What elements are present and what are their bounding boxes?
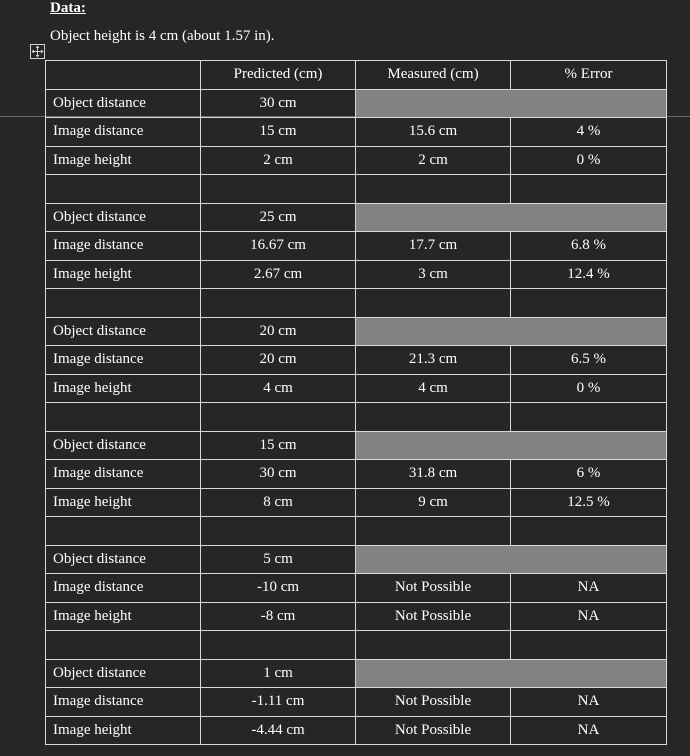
shaded-cell [356, 317, 667, 346]
measured-value: 17.7 cm [356, 232, 511, 261]
table-spacer-row [46, 403, 667, 432]
predicted-value: -8 cm [201, 602, 356, 631]
empty-cell [46, 517, 201, 546]
table-spacer-row [46, 289, 667, 318]
row-label: Image distance [46, 688, 201, 717]
empty-cell [46, 175, 201, 204]
intro-text: Object height is 4 cm (about 1.57 in). [50, 28, 275, 44]
table-row [46, 460, 667, 489]
row-label: Image distance [46, 232, 201, 261]
empty-cell [46, 631, 201, 660]
measured-value: Not Possible [356, 602, 511, 631]
row-label: Image height [46, 374, 201, 403]
empty-cell [511, 175, 667, 204]
predicted-value: 20 cm [201, 317, 356, 346]
error-value: 0 % [511, 374, 667, 403]
error-value: 12.4 % [511, 260, 667, 289]
predicted-value: -10 cm [201, 574, 356, 603]
empty-cell [511, 631, 667, 660]
empty-cell [46, 403, 201, 432]
predicted-value: 4 cm [201, 374, 356, 403]
table-spacer-row [46, 517, 667, 546]
predicted-value: 25 cm [201, 203, 356, 232]
table-spacer-row [46, 631, 667, 660]
measured-value: 21.3 cm [356, 346, 511, 375]
data-table-body [46, 61, 667, 745]
row-label: Image height [46, 146, 201, 175]
empty-cell [356, 175, 511, 204]
error-value: 4 % [511, 118, 667, 147]
measured-value: 4 cm [356, 374, 511, 403]
row-label: Image distance [46, 118, 201, 147]
measured-value: 15.6 cm [356, 118, 511, 147]
table-row [46, 260, 667, 289]
table-row [46, 317, 667, 346]
table-row [46, 118, 667, 147]
error-value: 6 % [511, 460, 667, 489]
row-label: Image distance [46, 460, 201, 489]
table-row [46, 716, 667, 745]
table-row [46, 203, 667, 232]
measured-value: 3 cm [356, 260, 511, 289]
row-label: Image distance [46, 574, 201, 603]
row-label: Image height [46, 716, 201, 745]
error-value: NA [511, 602, 667, 631]
error-value: 12.5 % [511, 488, 667, 517]
predicted-value: 15 cm [201, 118, 356, 147]
table-row [46, 232, 667, 261]
table-row [46, 431, 667, 460]
empty-cell [356, 403, 511, 432]
error-value: NA [511, 574, 667, 603]
empty-cell [46, 289, 201, 318]
row-label: Object distance [46, 203, 201, 232]
header-blank-cell [46, 61, 201, 90]
row-label: Image height [46, 488, 201, 517]
error-value: NA [511, 716, 667, 745]
table-row [46, 488, 667, 517]
predicted-value: 1 cm [201, 659, 356, 688]
shaded-cell [356, 431, 667, 460]
data-table [45, 60, 667, 745]
predicted-value: 20 cm [201, 346, 356, 375]
table-row [46, 545, 667, 574]
header-measured: Measured (cm) [356, 61, 511, 90]
empty-cell [201, 403, 356, 432]
move-handle-icon[interactable] [30, 44, 45, 59]
table-row [46, 574, 667, 603]
measured-value: Not Possible [356, 574, 511, 603]
error-value: 6.5 % [511, 346, 667, 375]
row-label: Object distance [46, 545, 201, 574]
measured-value: 2 cm [356, 146, 511, 175]
predicted-value: 8 cm [201, 488, 356, 517]
predicted-value: 2.67 cm [201, 260, 356, 289]
empty-cell [511, 403, 667, 432]
row-label: Image height [46, 260, 201, 289]
predicted-value: 2 cm [201, 146, 356, 175]
measured-value: Not Possible [356, 688, 511, 717]
table-row [46, 346, 667, 375]
row-label: Image height [46, 602, 201, 631]
error-value: NA [511, 688, 667, 717]
empty-cell [511, 517, 667, 546]
section-heading: Data: [50, 0, 86, 16]
table-spacer-row [46, 175, 667, 204]
empty-cell [201, 517, 356, 546]
empty-cell [201, 289, 356, 318]
empty-cell [356, 517, 511, 546]
row-label: Image distance [46, 346, 201, 375]
predicted-value: 30 cm [201, 89, 356, 118]
header-error: % Error [511, 61, 667, 90]
predicted-value: 16.67 cm [201, 232, 356, 261]
predicted-value: 30 cm [201, 460, 356, 489]
table-row [46, 659, 667, 688]
shaded-cell [356, 659, 667, 688]
shaded-cell [356, 545, 667, 574]
table-row [46, 602, 667, 631]
predicted-value: -1.11 cm [201, 688, 356, 717]
row-label: Object distance [46, 89, 201, 118]
predicted-value: -4.44 cm [201, 716, 356, 745]
table-header-row [46, 61, 667, 90]
table-row [46, 374, 667, 403]
row-label: Object distance [46, 431, 201, 460]
empty-cell [201, 175, 356, 204]
predicted-value: 5 cm [201, 545, 356, 574]
predicted-value: 15 cm [201, 431, 356, 460]
empty-cell [201, 631, 356, 660]
measured-value: 9 cm [356, 488, 511, 517]
row-label: Object distance [46, 317, 201, 346]
header-predicted: Predicted (cm) [201, 61, 356, 90]
error-value: 6.8 % [511, 232, 667, 261]
shaded-cell [356, 89, 667, 118]
empty-cell [356, 289, 511, 318]
measured-value: Not Possible [356, 716, 511, 745]
measured-value: 31.8 cm [356, 460, 511, 489]
table-row [46, 89, 667, 118]
table-row [46, 146, 667, 175]
table-row [46, 688, 667, 717]
row-label: Object distance [46, 659, 201, 688]
empty-cell [356, 631, 511, 660]
shaded-cell [356, 203, 667, 232]
error-value: 0 % [511, 146, 667, 175]
empty-cell [511, 289, 667, 318]
